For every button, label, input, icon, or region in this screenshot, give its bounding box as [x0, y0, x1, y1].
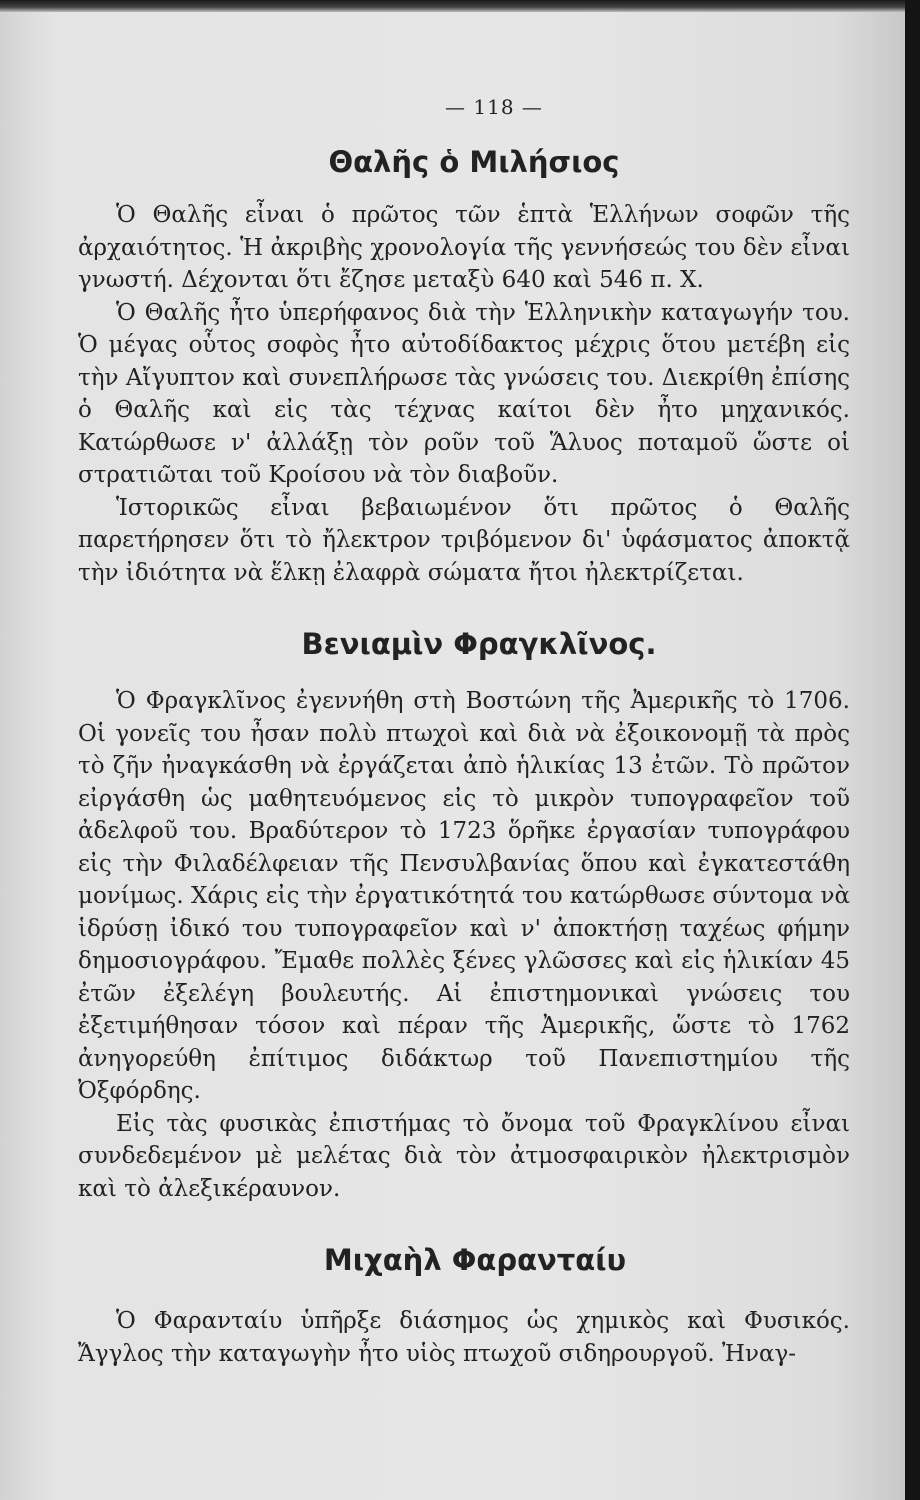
page-number: — 118 —	[445, 95, 543, 119]
page-content	[78, 95, 850, 1370]
paragraph: Ὁ Φραγκλῖνος ἐγεννήθη στὴ Βοστώνη τῆς Ἀμερικῆς τὸ 1706. Οἱ γονεῖς του ἦσαν πολὺ πτωχοὶ καὶ διὰ νὰ ἐξοικονομῇ τὰ πρὸς τὸ ζῆν ἠναγκάσθη νὰ ἐργάζεται ἀπὸ ἡλικίας 13 ἐτῶν. Τὸ πρῶτον εἰργάσθη ὡς μαθητευόμενος εἰς τὸ μικρὸν τυπογραφεῖον τοῦ ἀδελφοῦ του. Βραδύτερον τὸ 1723 ὅρῆκε ἐργασίαν τυπογράφου εἰς τὴν Φιλαδέλφειαν τῆς Πενσυλβανίας ὅπου καὶ ἐγκατεστάθη μονίμως. Χάρις εἰς τὴν ἐργατικότητά του κατώρθωσε σύντομα νὰ ἱδρύσῃ ἰδικό του τυπογραφεῖον καὶ ν' ἀποκτήσῃ ταχέως φήμην δημοσιογράφου. Ἔμαθε πολλὲς ξένες γλῶσσες καὶ εἰς ἡλικίαν 45 ἐτῶν ἐξελέγη βουλευτής. Αἱ ἐπιστημονικαὶ γνώσεις του ἐξετιμήθησαν τόσον καὶ πέραν τῆς Ἀμερικῆς, ὥστε τὸ 1762 ἀνηγορεύθη ἐπίτιμος διδάκτωρ τοῦ Πανεπιστημίου τῆς Ὀξφόρδης.	[78, 688, 850, 1104]
scan-top-shadow	[0, 0, 905, 12]
section-title-franklin: Βενιαμὶν Φραγκλῖνος.	[301, 627, 657, 661]
section-title-faraday: Μιχαὴλ Φαρανταίυ	[323, 1243, 627, 1277]
scan-edge	[905, 0, 920, 1500]
paragraph: Ὁ Θαλῆς εἶναι ὁ πρῶτος τῶν ἑπτὰ Ἑλλήνων σοφῶν τῆς ἀρχαιότητος. Ἡ ἀκριβὴς χρονολογία τῆς γεννήσεώς του δὲν εἶναι γνωστή. Δέχονται ὅτι ἔζησε μεταξὺ 640 καὶ 546 π. Χ.	[78, 202, 850, 293]
paragraph: Εἰς τὰς φυσικὰς ἐπιστήμας τὸ ὄνομα τοῦ Φραγκλίνου εἶναι συνδεδεμένον μὲ μελέτας διὰ τὸν ἀτμοσφαιρικὸν ἠλεκτρισμὸν καὶ τὸ ἀλεξικέραυνον.	[78, 1110, 850, 1202]
paragraph: Ὁ Φαρανταίυ ὑπῆρξε διάσημος ὡς χημικὸς καὶ Φυσικός. Ἄγγλος τὴν καταγωγὴν ἦτο υἱὸς πτωχοῦ σιδηρουργοῦ. Ἠναγ-	[78, 1308, 850, 1367]
paragraph: Ὁ Θαλῆς ἦτο ὑπερήφανος διὰ τὴν Ἑλληνικὴν καταγωγήν του. Ὁ μέγας οὗτος σοφὸς ἦτο αὐτοδίδακτος μέχρις ὅτου μετέβη εἰς τὴν Αἴγυπτον καὶ συνεπλήρωσε τὰς γνώσεις του. Διεκρίθη ἐπίσης ὁ Θαλῆς καὶ εἰς τὰς τέχνας καίτοι δὲν ἦτο μηχανικός. Κατώρθωσε ν' ἀλλάξῃ τὸν ροῦν τοῦ Ἅλυος ποταμοῦ ὥστε οἱ στρατιῶται τοῦ Κροίσου νὰ τὸν διαβοῦν.	[78, 299, 850, 488]
paragraph: Ἱστορικῶς εἶναι βεβαιωμένον ὅτι πρῶτος ὁ Θαλῆς παρετήρησεν ὅτι τὸ ἤλεκτρον τριβόμενον δι' ὑφάσματος ἀποκτᾷ τὴν ἰδιότητα νὰ ἕλκῃ ἐλαφρὰ σώματα ἤτοι ἠλεκτρίζεται.	[78, 494, 850, 586]
section-title-thales: Θαλῆς ὁ Μιλήσιος	[328, 145, 620, 179]
